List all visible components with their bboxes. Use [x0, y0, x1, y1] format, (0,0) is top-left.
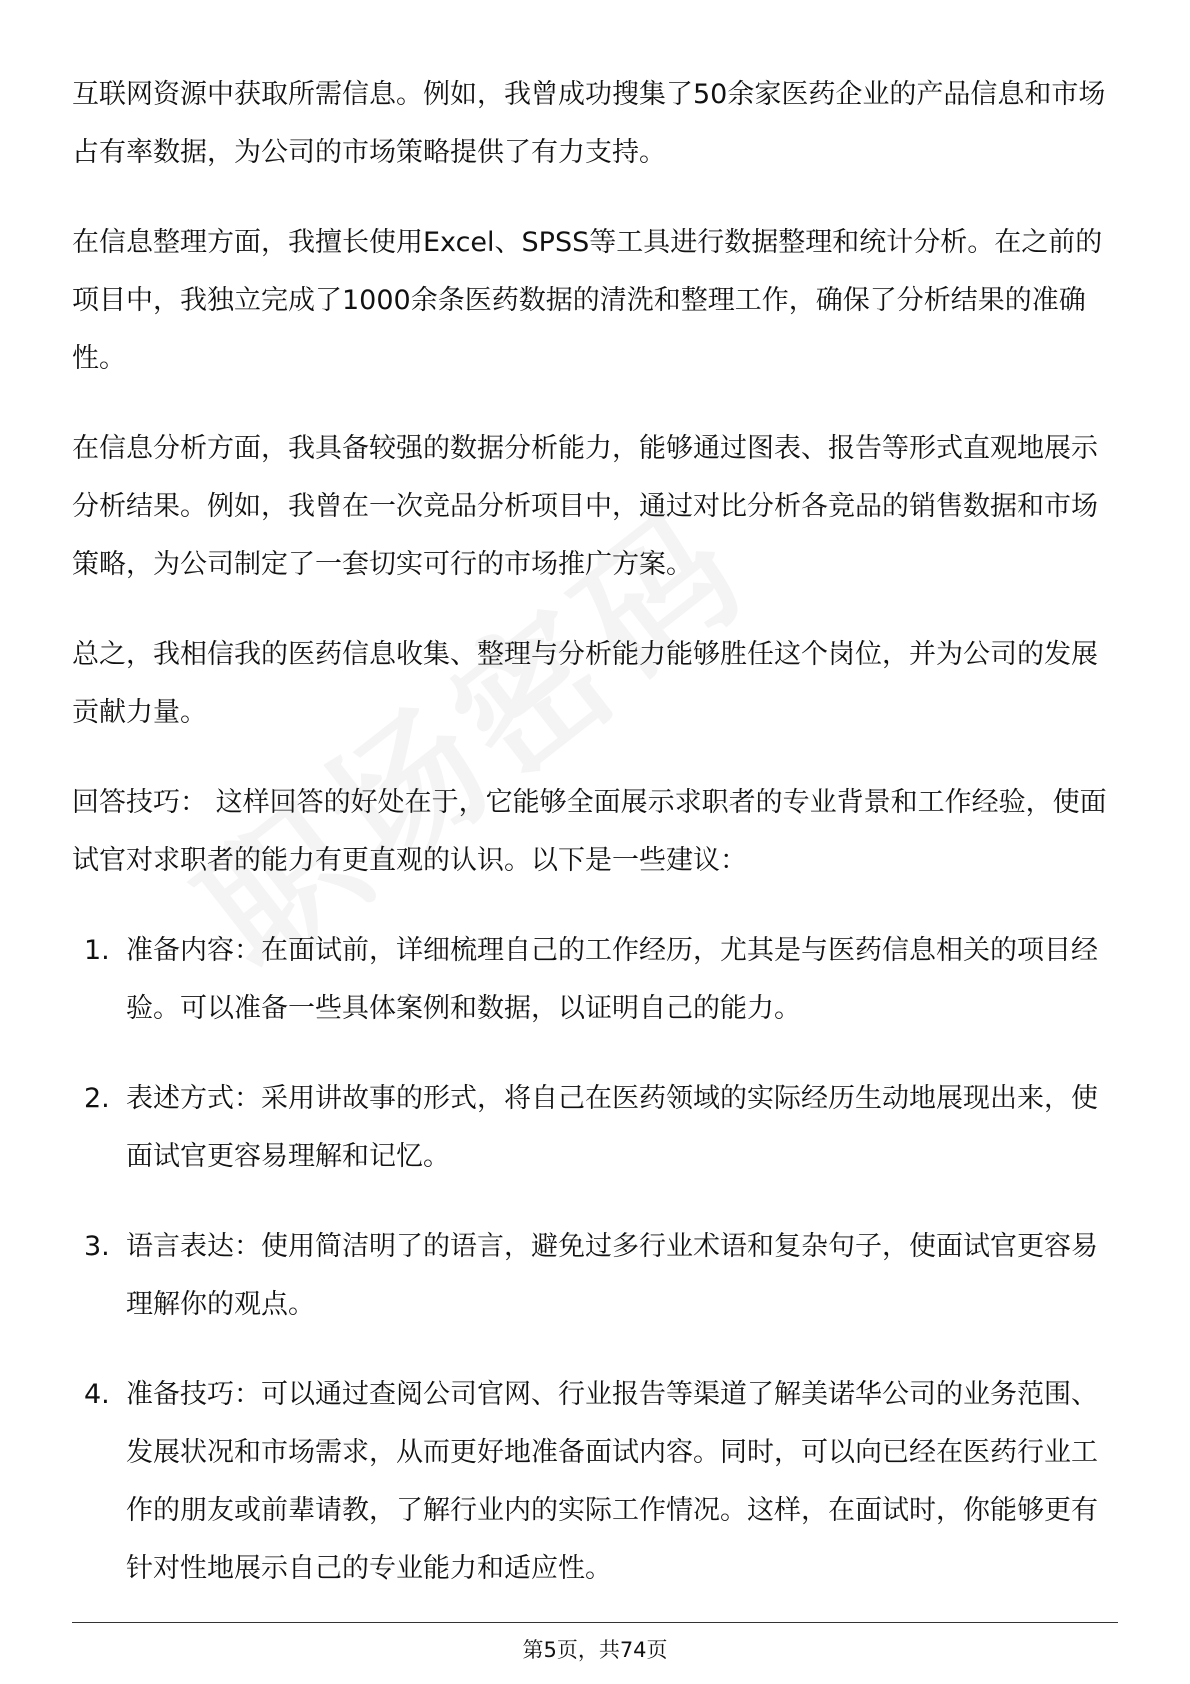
list-item: [72, 1366, 1122, 1598]
list-number: 4.: [84, 1379, 110, 1410]
paragraph-info-analysis: 在信息分析方面，我具备较强的数据分析能力，能够通过图表、报告等形式直观地展示分析结果。例如，我曾在一次竞品分析项目中，通过对比分析各竞品的销售数据和市场策略，为公司制定了一套切实可行的市场推广方案。: [72, 433, 1098, 580]
list-item-text: 准备技巧：可以通过查阅公司官网、行业报告等渠道了解美诺华公司的业务范围、发展状况和市场需求，从而更好地准备面试内容。同时，可以向已经在医药行业工作的朋友或前辈请教，了解行业内的实际工作情况。这样，在面试时，你能够更有针对性地展示自己的专业能力和适应性。: [126, 1379, 1098, 1584]
paragraph-info-collection: 互联网资源中获取所需信息。例如，我曾成功搜集了50余家医药企业的产品信息和市场占有率数据，为公司的市场策略提供了有力支持。: [72, 79, 1106, 168]
footer-divider: [72, 1622, 1118, 1623]
list-number: 2.: [84, 1083, 110, 1114]
list-item-text: 表述方式：采用讲故事的形式，将自己在医药领域的实际经历生动地展现出来，使面试官更容易理解和记忆。: [126, 1083, 1098, 1172]
list-item-text: 语言表达：使用简洁明了的语言，避免过多行业术语和复杂句子，使面试官更容易理解你的观点。: [126, 1231, 1098, 1320]
list-item-text: 准备内容：在面试前，详细梳理自己的工作经历，尤其是与医药信息相关的项目经验。可以准备一些具体案例和数据，以证明自己的能力。: [126, 935, 1098, 1024]
paragraph-answer-tips: 回答技巧： 这样回答的好处在于，它能够全面展示求职者的专业背景和工作经验，使面试官对求职者的能力有更直观的认识。以下是一些建议：: [72, 787, 1107, 876]
list-item: [72, 1218, 1122, 1334]
list-number: 1.: [84, 935, 110, 966]
list-item: [72, 922, 1122, 1038]
paragraph-conclusion: 总之，我相信我的医药信息收集、整理与分析能力能够胜任这个岗位，并为公司的发展贡献力量。: [72, 639, 1098, 728]
paragraph-info-organization: 在信息整理方面，我擅长使用Excel、SPSS等工具进行数据整理和统计分析。在之前的项目中，我独立完成了1000余条医药数据的清洗和整理工作，确保了分析结果的准确性。: [72, 227, 1103, 374]
list-item: [72, 1070, 1122, 1186]
page-number: 第5页，共74页: [522, 1638, 668, 1662]
tips-list: [72, 922, 1122, 1598]
list-number: 3.: [84, 1231, 110, 1262]
document-body: [72, 66, 1122, 1630]
